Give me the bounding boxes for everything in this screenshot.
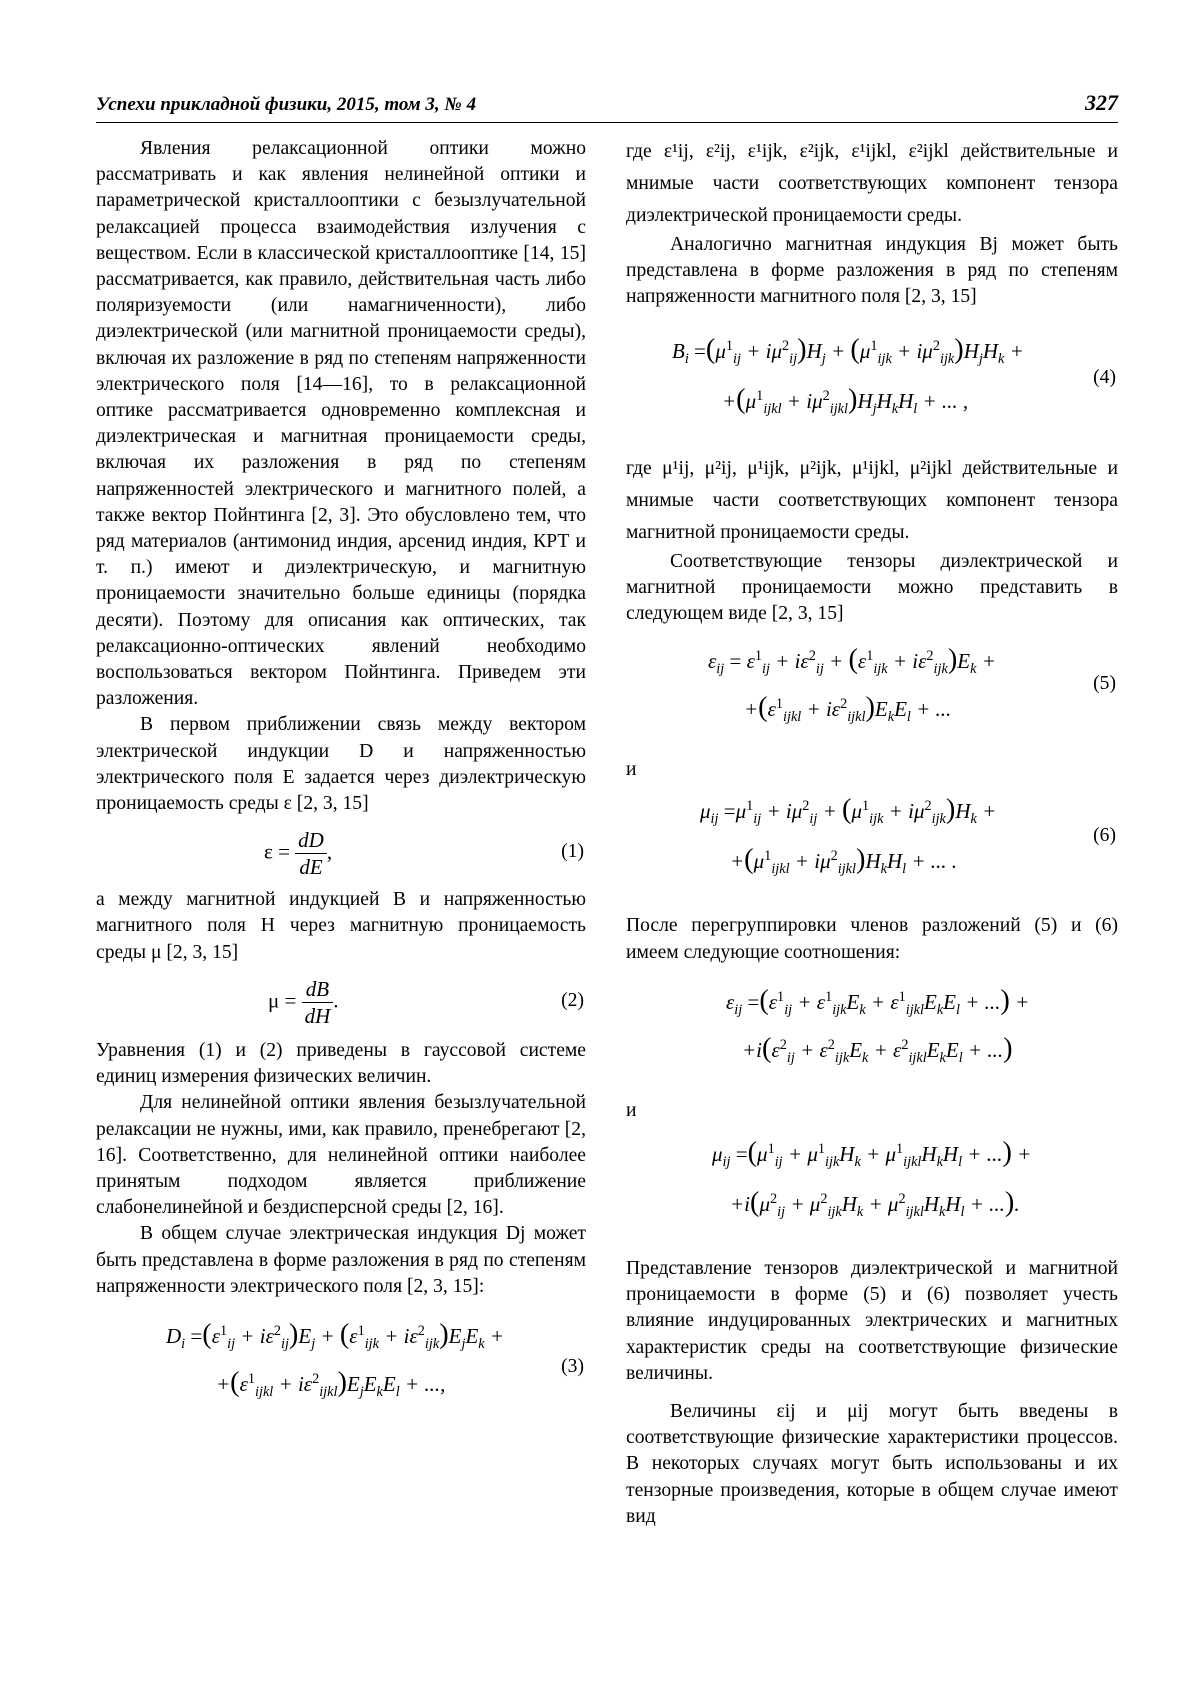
- eq1-numerator: dD: [295, 827, 327, 854]
- equation-5: $\varepsilon_{ij} = \varepsilon^1_{ij} + i\varepsilon^2_{ij} + (\varepsilon^1_{ijk} + i\varepsilon^2_{ijk})E_k$ + $+(\varepsilon^1_{ijkl} + i\varepsilon^2_{ijkl})E_kE_l$ + ... (5): [708, 644, 1116, 726]
- eq3-number: (3): [561, 1355, 584, 1377]
- eq2-denominator: dH: [304, 1004, 331, 1029]
- eq2-lhs: μ =: [268, 988, 297, 1013]
- equation-2: μ = $\frac{dB}{dH}$ . (2): [268, 976, 584, 1029]
- paragraph-first-approx: В первом приближении связь между вектором электрической индукции D и напряженностью электрического поля E задается через диэлектрическую проницаемость среды ε [2, 3, 15]: [96, 714, 586, 815]
- eq1-denominator: dE: [299, 855, 323, 880]
- eq6-number: (6): [1093, 825, 1116, 847]
- equation-3: $D_i =(\varepsilon^1_{ij} + i\varepsilon^2_{ij})E_j + (\varepsilon^1_{ijk} + i\varepsilon^2_{ijk})E_jE_k$ + $+(\varepsilon^1_{ijkl} + i\varepsilon^2_{ijkl})E_jE_kE_l$ + ..., (3): [166, 1318, 584, 1401]
- paragraph-quantities: Величины εij и μij могут быть введены в соответствующие физические характеристики процессов. В некоторых случаях могут быть использованы и их тензорные произведения, которые в общем случае имеют вид: [626, 1401, 1118, 1527]
- paragraph-mu-parts: где μ¹ij, μ²ij, μ¹ijk, μ²ijk, μ¹ijkl, μ²ijkl действительные и мнимые части соответствующих компонент тензора магнитной проницаемости среды.: [626, 457, 1118, 543]
- equation-regrouped-mu: $\mu_{ij} =(\mu^1_{ij} + \mu^1_{ijk}H_k + \mu^1_{ijkl}H_kH_l$ + ...) + $+i(\mu^2_{ij} + \mu^2_{ijk}H_k + \mu^2_{ijkl}H_kH_l$ + ...).: [712, 1137, 1032, 1221]
- eq1-fraction: [295, 827, 327, 880]
- eq1-lhs: ε =: [264, 839, 290, 864]
- right-column: [626, 136, 1118, 1530]
- eq1-number: (1): [561, 841, 584, 863]
- conjunction-2: и: [626, 1099, 637, 1121]
- page-number: 327: [1085, 90, 1118, 115]
- paragraph-intro: Явления релаксационной оптики можно рассматривать и как явления нелинейной оптики и параметрической кристаллооптики с безызлучательной релаксацией процесса взаимодействия излучения с веществом. Если в классической кристаллооптике [14, 15] рассматривается, как правило, действительная часть либо поляризуемости (или намагниченности), либо диэлектрической (или магнитной проницаемости среды), включая их разложение в ряд по степеням напряженности электрического поля [14—16], то в релаксационной оптике рассматривается одновременно комплексная и диэлектрическая и магнитная проницаемости среды, включая их разложения в ряд по степеням напряженностей электрического и магнитного полей, а также вектор Пойнтинга [2, 3]. Это обусловлено тем, что ряд материалов (антимонид индия, арсенид индия, КРТ и т. п.) имеют и диэлектрическую, и магнитную проницаемости значительно больше единицы (порядка десяти). Поэтому для описания как оптических, так релаксационно-оптических явлений необходимо воспользоваться вектором Пойнтинга. Приведем эти разложения.: [96, 138, 586, 710]
- eq5-number: (5): [1093, 673, 1116, 695]
- paragraph-magnetic: а между магнитной индукцией B и напряженностью магнитного поля H через магнитную проницаемость среды μ [2, 3, 15]: [96, 889, 586, 963]
- equation-regrouped-epsilon: $\varepsilon_{ij} =(\varepsilon^1_{ij} + \varepsilon^1_{ijk}E_k + \varepsilon^1_{ijkl}E_kE_l$ + ...) + $+i(\varepsilon^2_{ij} + \varepsilon^2_{ijk}E_k + \varepsilon^2_{ijkl}E_kE_l$ + ...): [726, 984, 1030, 1067]
- paragraph-gauss: Уравнения (1) и (2) приведены в гауссовой системе единиц измерения физических величин.: [96, 1039, 586, 1088]
- paragraph-nonlinear: Для нелинейной оптики явления безызлучательной релаксации не нужны, ими, как правило, пренебрегают [2, 16]. Соответственно, для нелинейной оптики наиболее принятым подходом является приближение слабонелинейной и бездисперсной среды [2, 16].: [96, 1092, 586, 1219]
- eq2-numerator: dB: [302, 976, 334, 1003]
- paragraph-regroup: После перегруппировки членов разложений (5) и (6) имеем следующие соотношения:: [626, 915, 1118, 963]
- equation-4: $B_i =(\mu^1_{ij} + i\mu^2_{ij})H_j + (\mu^1_{ijk} + i\mu^2_{ijk})H_jH_k$ + $+(\mu^1_{ijkl} + i\mu^2_{ijkl})H_jH_kH_l$ + ... , (4): [672, 333, 1116, 417]
- eq4-number: (4): [1093, 366, 1116, 388]
- paragraph-tensors: Соответствующие тензоры диэлектрической и магнитной проницаемости можно представить в следующем виде [2, 3, 15]: [626, 550, 1118, 625]
- paragraph-representation: Представление тензоров диэлектрической и магнитной проницаемости в форме (5) и (6) позволяет учесть влияние индуцированных электрических и магнитных характеристик среды на соответствующие физические величины.: [626, 1258, 1118, 1384]
- equation-6: $\mu_{ij} =\mu^1_{ij} + i\mu^2_{ij} + (\mu^1_{ijk} + i\mu^2_{ijk})H_k$ + $+(\mu^1_{ijkl} + i\mu^2_{ijkl})H_kH_l$ + ... . (6): [700, 794, 1116, 878]
- left-column: [96, 136, 586, 1426]
- paragraph-induction: В общем случае электрическая индукция Dj может быть представлена в форме разложения в ряд по степеням напряженности электрического поля [2, 3, 15]:: [96, 1223, 586, 1297]
- conjunction-1: и: [626, 759, 637, 781]
- eq2-number: (2): [561, 989, 584, 1011]
- equation-1: ε = $\frac{dD}{dE}$ , (1): [264, 828, 584, 880]
- journal-title: Успехи прикладной физики, 2015, том 3, № 4: [96, 94, 477, 115]
- eq2-fraction: [302, 976, 334, 1029]
- paragraph-magnetic-induction: Аналогично магнитная индукция Bj может быть представлена в форме разложения в ряд по степеням напряженности магнитного поля [2, 3, 15]: [626, 234, 1118, 308]
- paragraph-epsilon-parts: где ε¹ij, ε²ij, ε¹ijk, ε²ijk, ε¹ijkl, ε²ijkl действительные и мнимые части соответствующих компонент тензора диэлектрической проницаемости среды.: [626, 141, 1118, 226]
- running-header: [96, 88, 1118, 123]
